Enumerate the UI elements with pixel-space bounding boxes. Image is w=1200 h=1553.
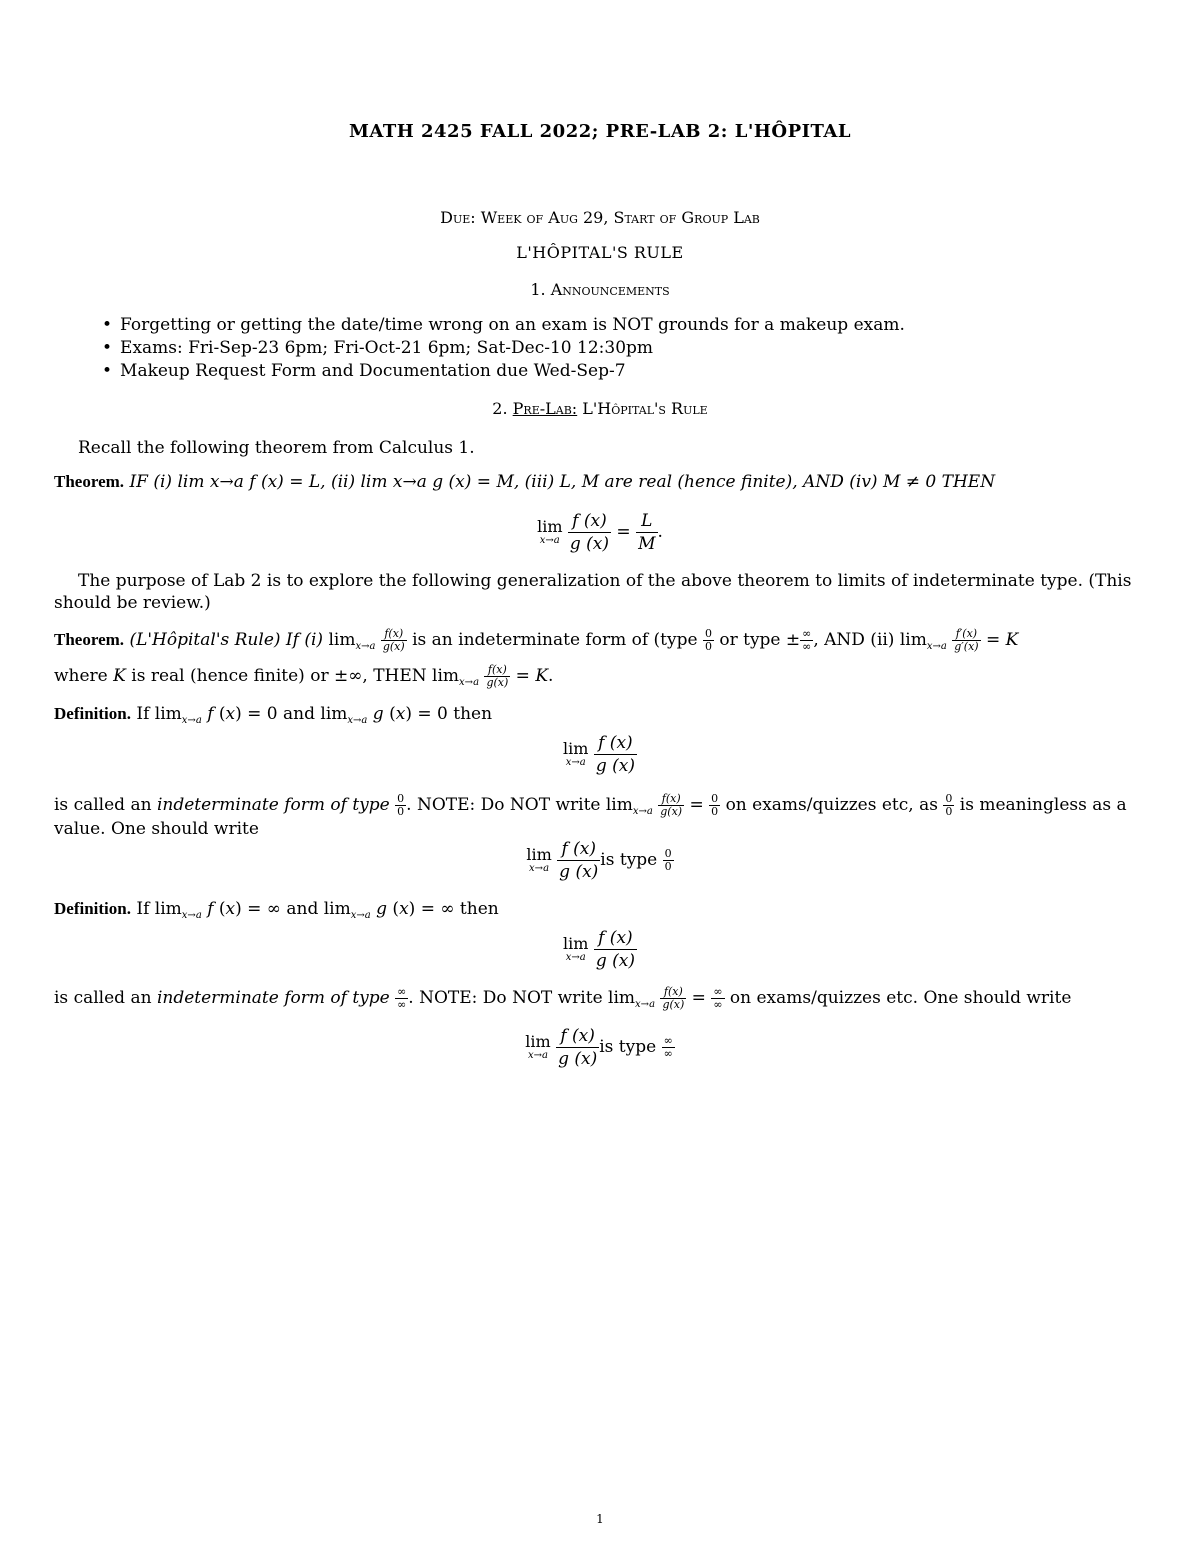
definition-1: Definition. If $\lim_{x\to a} f$ (x) = 0 and $\lim_{x\to a} g$ (x) = 0 then — [54, 704, 493, 726]
section-2-heading: 2. Pre-Lab: L'Hôpital's Rule — [492, 399, 708, 418]
display-equation-1: lim x→a $\frac{f (x)}{g (x)}$ = $\frac{L}{M}$ . — [537, 511, 663, 555]
subtitle: L'HÔPITAL'S RULE — [516, 243, 684, 262]
list-item: • Makeup Request Form and Documentation due Wed-Sep-7 — [102, 360, 905, 383]
definition-2: Definition. If $\lim_{x\to a} f$ (x) = ∞ and $\lim_{x\to a} g$ (x) = ∞ then — [54, 899, 499, 921]
theorem-1-statement: IF (i) lim x→a f (x) = L, (ii) lim x→a g (x) = M, (iii) L, M are real (hence finite), AND (iv) M ≠ 0 THEN — [129, 472, 996, 492]
page-number: 1 — [596, 1512, 604, 1526]
theorem-1: Theorem. IF (i) lim x→a f (x) = L, (ii) lim x→a g (x) = M, (iii) L, M are real (hence finite), AND (iv) M ≠ 0 THEN — [54, 472, 996, 492]
theorem-2: Theorem. (L'Hôpital's Rule) If (i) $\lim_{x\to a}$ $\frac{f(x)}{g(x)}$ is an indeterminate form of (type $\frac{0}{0}$ or type ± $\frac{\infty}{\infty}$ , AND (ii) $\lim_{x\to a}$ $\frac{f'(x)}{g'(x)}$ = K — [54, 627, 1019, 654]
announcement-list — [102, 314, 905, 383]
display-equation-5: lim x→a $\frac{f (x)}{g (x)}$ is type $\frac{\infty}{\infty}$ — [525, 1026, 673, 1070]
definition-1-note: is called an indeterminate form of type $\frac{0}{0}$ . NOTE: Do NOT write $\lim_{x\to a}$ $\frac{f(x)}{g(x)}$ = $\frac{0}{0}$ on exams/quizzes etc, as $\frac{0}{0}$ is meaningless as a value. One should write — [54, 792, 1127, 840]
recall-text: Recall the following theorem from Calculus 1. — [78, 438, 475, 458]
purpose-paragraph: The purpose of Lab 2 is to explore the following generalization of the above theorem to limits of indeterminate type. (This should be review.) — [54, 571, 1132, 614]
page-title: MATH 2425 FALL 2022; PRE-LAB 2: L'HÔPITAL — [348, 121, 852, 142]
display-equation-2: lim x→a $\frac{f (x)}{g (x)}$ — [563, 733, 635, 777]
list-item: • Forgetting or getting the date/time wrong on an exam is NOT grounds for a makeup exam. — [102, 314, 905, 337]
display-equation-4: lim x→a $\frac{f (x)}{g (x)}$ — [563, 928, 635, 972]
due-line: Due: Week of Aug 29, Start of Group Lab — [440, 208, 760, 227]
display-equation-3: lim x→a $\frac{f (x)}{g (x)}$ is type $\frac{0}{0}$ — [526, 839, 672, 883]
theorem-2-continued: where K is real (hence finite) or ±∞, THEN $\lim_{x\to a}$ $\frac{f(x)}{g(x)}$ = K. — [54, 663, 554, 690]
definition-2-note: is called an indeterminate form of type $\frac{\infty}{\infty}$ . NOTE: Do NOT write $\lim_{x\to a}$ $\frac{f(x)}{g(x)}$ = $\frac{\infty}{\infty}$ on exams/quizzes etc. One should write — [54, 985, 1072, 1012]
section-1-heading: 1. Announcements — [530, 280, 670, 299]
list-item: • Exams: Fri-Sep-23 6pm; Fri-Oct-21 6pm; Sat-Dec-10 12:30pm — [102, 337, 905, 360]
